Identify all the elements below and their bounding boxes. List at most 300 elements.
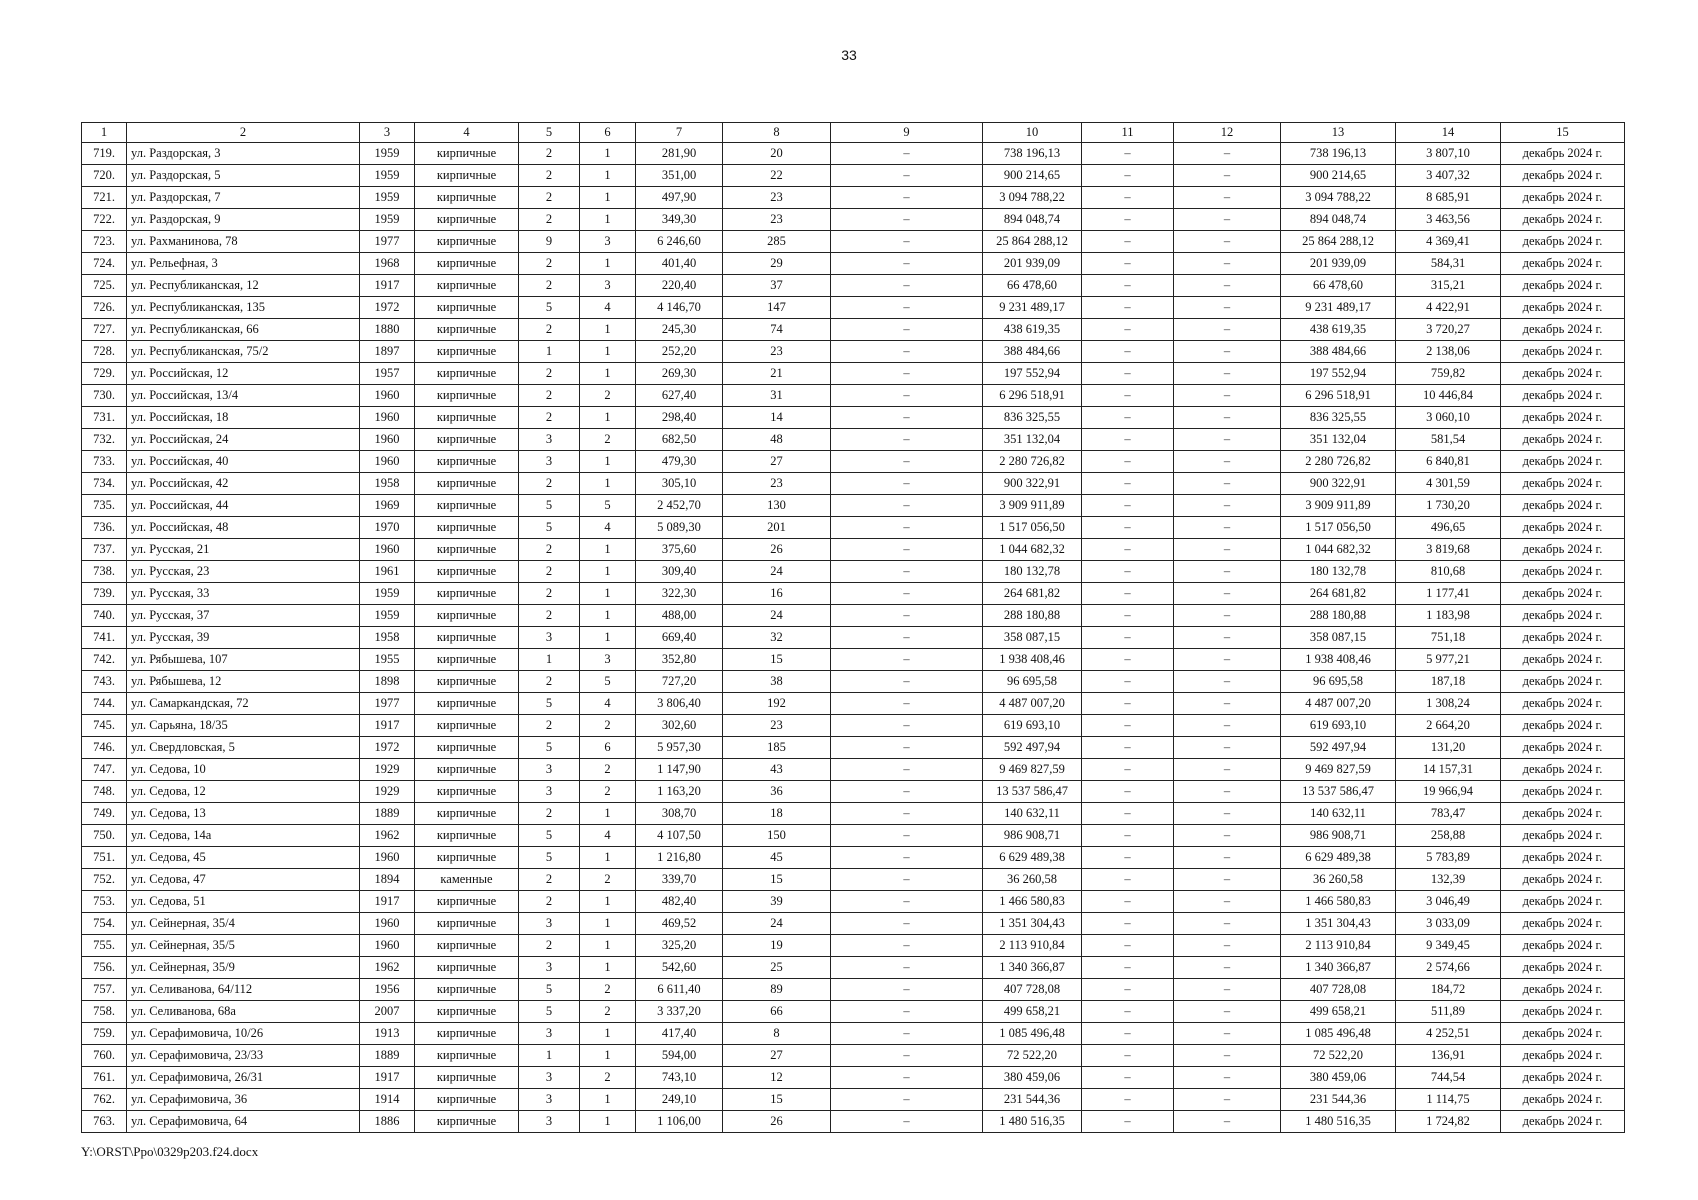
cell-floors: 5 (519, 297, 580, 319)
cell-total-cost: 1 044 682,32 (1281, 539, 1396, 561)
cell-address: ул. Рябышева, 107 (127, 649, 360, 671)
cell-address: ул. Российская, 40 (127, 451, 360, 473)
cell-wall-material: кирпичные (415, 913, 519, 935)
cell-row-number: 729. (82, 363, 127, 385)
cell-row-number: 759. (82, 1023, 127, 1045)
cell-entrances: 2 (580, 869, 636, 891)
cell-floors: 2 (519, 561, 580, 583)
cell-cost-per-unit: 2 138,06 (1396, 341, 1501, 363)
cell-address: ул. Седова, 51 (127, 891, 360, 913)
cell-row-number: 761. (82, 1067, 127, 1089)
cell-address: ул. Республиканская, 12 (127, 275, 360, 297)
table-row (82, 671, 1625, 693)
cell-floors: 5 (519, 517, 580, 539)
table-row (82, 627, 1625, 649)
cell-entrances: 2 (580, 385, 636, 407)
cell-entrances: 3 (580, 649, 636, 671)
cell-col-9: – (831, 957, 983, 979)
cell-deadline: декабрь 2024 г. (1501, 1089, 1625, 1111)
cell-cost: 3 909 911,89 (983, 495, 1082, 517)
cell-residents: 89 (723, 979, 831, 1001)
cell-col-9: – (831, 451, 983, 473)
cell-total-cost: 1 517 056,50 (1281, 517, 1396, 539)
cell-total-cost: 351 132,04 (1281, 429, 1396, 451)
cell-entrances: 1 (580, 341, 636, 363)
cell-residents: 36 (723, 781, 831, 803)
cell-total-cost: 3 094 788,22 (1281, 187, 1396, 209)
cell-total-cost: 96 695,58 (1281, 671, 1396, 693)
cell-cost: 592 497,94 (983, 737, 1082, 759)
cell-cost: 407 728,08 (983, 979, 1082, 1001)
cell-col-9: – (831, 781, 983, 803)
cell-col-9: – (831, 407, 983, 429)
column-header: 8 (723, 123, 831, 143)
cell-year-built: 1897 (360, 341, 415, 363)
cell-address: ул. Сарьяна, 18/35 (127, 715, 360, 737)
cell-deadline: декабрь 2024 г. (1501, 231, 1625, 253)
cell-cost: 2 280 726,82 (983, 451, 1082, 473)
cell-address: ул. Сейнерная, 35/4 (127, 913, 360, 935)
cell-year-built: 1968 (360, 253, 415, 275)
cell-wall-material: кирпичные (415, 407, 519, 429)
cell-col-11: – (1082, 1067, 1174, 1089)
column-header: 2 (127, 123, 360, 143)
cell-wall-material: кирпичные (415, 1001, 519, 1023)
cell-cost: 894 048,74 (983, 209, 1082, 231)
cell-row-number: 744. (82, 693, 127, 715)
cell-floors: 3 (519, 627, 580, 649)
cell-col-11: – (1082, 693, 1174, 715)
cell-residents: 25 (723, 957, 831, 979)
cell-address: ул. Серафимовича, 36 (127, 1089, 360, 1111)
cell-col-9: – (831, 627, 983, 649)
header-row (82, 123, 1625, 143)
cell-year-built: 1898 (360, 671, 415, 693)
cell-address: ул. Седова, 45 (127, 847, 360, 869)
cell-deadline: декабрь 2024 г. (1501, 561, 1625, 583)
cell-col-12: – (1174, 363, 1281, 385)
cell-row-number: 763. (82, 1111, 127, 1133)
cell-col-11: – (1082, 451, 1174, 473)
cell-entrances: 4 (580, 297, 636, 319)
cell-residents: 23 (723, 341, 831, 363)
cell-residents: 66 (723, 1001, 831, 1023)
cell-cost: 288 180,88 (983, 605, 1082, 627)
cell-row-number: 727. (82, 319, 127, 341)
cell-entrances: 1 (580, 1023, 636, 1045)
cell-deadline: декабрь 2024 г. (1501, 913, 1625, 935)
cell-row-number: 719. (82, 143, 127, 165)
cell-residents: 15 (723, 869, 831, 891)
cell-col-11: – (1082, 891, 1174, 913)
cell-year-built: 1959 (360, 165, 415, 187)
cell-col-11: – (1082, 517, 1174, 539)
cell-residents: 23 (723, 473, 831, 495)
cell-area: 245,30 (636, 319, 723, 341)
cell-col-11: – (1082, 341, 1174, 363)
cell-year-built: 1959 (360, 143, 415, 165)
cell-entrances: 5 (580, 495, 636, 517)
cell-residents: 147 (723, 297, 831, 319)
cell-cost: 499 658,21 (983, 1001, 1082, 1023)
footer-file-path: Y:\ORST\Ppo\0329p203.f24.docx (81, 1144, 259, 1159)
cell-floors: 2 (519, 715, 580, 737)
cell-deadline: декабрь 2024 г. (1501, 1001, 1625, 1023)
cell-col-9: – (831, 759, 983, 781)
cell-cost: 264 681,82 (983, 583, 1082, 605)
cell-cost-per-unit: 5 783,89 (1396, 847, 1501, 869)
cell-floors: 2 (519, 539, 580, 561)
table-row (82, 341, 1625, 363)
cell-col-12: – (1174, 209, 1281, 231)
cell-wall-material: кирпичные (415, 891, 519, 913)
cell-col-12: – (1174, 1045, 1281, 1067)
cell-col-11: – (1082, 649, 1174, 671)
cell-cost-per-unit: 131,20 (1396, 737, 1501, 759)
cell-year-built: 1960 (360, 385, 415, 407)
cell-col-11: – (1082, 473, 1174, 495)
cell-residents: 45 (723, 847, 831, 869)
cell-entrances: 1 (580, 561, 636, 583)
cell-cost-per-unit: 1 308,24 (1396, 693, 1501, 715)
cell-cost: 351 132,04 (983, 429, 1082, 451)
cell-address: ул. Республиканская, 75/2 (127, 341, 360, 363)
cell-area: 349,30 (636, 209, 723, 231)
cell-residents: 130 (723, 495, 831, 517)
cell-col-12: – (1174, 869, 1281, 891)
cell-deadline: декабрь 2024 г. (1501, 847, 1625, 869)
cell-floors: 2 (519, 407, 580, 429)
cell-cost-per-unit: 3 046,49 (1396, 891, 1501, 913)
cell-total-cost: 3 909 911,89 (1281, 495, 1396, 517)
cell-deadline: декабрь 2024 г. (1501, 495, 1625, 517)
cell-floors: 2 (519, 275, 580, 297)
table-row (82, 451, 1625, 473)
cell-col-11: – (1082, 737, 1174, 759)
cell-area: 1 106,00 (636, 1111, 723, 1133)
cell-year-built: 1894 (360, 869, 415, 891)
cell-floors: 2 (519, 253, 580, 275)
cell-year-built: 1970 (360, 517, 415, 539)
cell-entrances: 1 (580, 847, 636, 869)
cell-year-built: 1959 (360, 187, 415, 209)
cell-year-built: 1886 (360, 1111, 415, 1133)
cell-wall-material: кирпичные (415, 759, 519, 781)
cell-cost-per-unit: 496,65 (1396, 517, 1501, 539)
cell-year-built: 1917 (360, 1067, 415, 1089)
cell-cost: 1 340 366,87 (983, 957, 1082, 979)
cell-floors: 5 (519, 737, 580, 759)
cell-year-built: 1960 (360, 935, 415, 957)
cell-col-9: – (831, 385, 983, 407)
cell-year-built: 1972 (360, 737, 415, 759)
cell-entrances: 1 (580, 165, 636, 187)
cell-row-number: 747. (82, 759, 127, 781)
cell-col-12: – (1174, 143, 1281, 165)
cell-deadline: декабрь 2024 г. (1501, 275, 1625, 297)
cell-floors: 5 (519, 825, 580, 847)
cell-floors: 2 (519, 671, 580, 693)
cell-residents: 8 (723, 1023, 831, 1045)
cell-total-cost: 25 864 288,12 (1281, 231, 1396, 253)
table-row (82, 165, 1625, 187)
cell-col-12: – (1174, 385, 1281, 407)
cell-area: 308,70 (636, 803, 723, 825)
cell-area: 4 146,70 (636, 297, 723, 319)
cell-year-built: 1969 (360, 495, 415, 517)
cell-year-built: 1960 (360, 451, 415, 473)
table-row (82, 143, 1625, 165)
cell-area: 488,00 (636, 605, 723, 627)
table-row (82, 913, 1625, 935)
cell-area: 1 163,20 (636, 781, 723, 803)
cell-residents: 32 (723, 627, 831, 649)
cell-wall-material: кирпичные (415, 297, 519, 319)
cell-cost: 9 469 827,59 (983, 759, 1082, 781)
table-row (82, 209, 1625, 231)
cell-total-cost: 738 196,13 (1281, 143, 1396, 165)
cell-col-9: – (831, 561, 983, 583)
cell-entrances: 2 (580, 979, 636, 1001)
cell-cost: 1 085 496,48 (983, 1023, 1082, 1045)
cell-entrances: 3 (580, 275, 636, 297)
cell-col-12: – (1174, 1111, 1281, 1133)
cell-cost: 4 487 007,20 (983, 693, 1082, 715)
cell-col-12: – (1174, 583, 1281, 605)
cell-col-12: – (1174, 759, 1281, 781)
cell-area: 325,20 (636, 935, 723, 957)
cell-year-built: 1917 (360, 715, 415, 737)
cell-entrances: 1 (580, 407, 636, 429)
cell-deadline: декабрь 2024 г. (1501, 605, 1625, 627)
cell-floors: 2 (519, 385, 580, 407)
page-number: 33 (841, 47, 857, 63)
column-header: 3 (360, 123, 415, 143)
cell-residents: 21 (723, 363, 831, 385)
cell-area: 482,40 (636, 891, 723, 913)
cell-total-cost: 9 231 489,17 (1281, 297, 1396, 319)
cell-col-12: – (1174, 429, 1281, 451)
cell-floors: 2 (519, 891, 580, 913)
cell-col-11: – (1082, 759, 1174, 781)
cell-cost: 197 552,94 (983, 363, 1082, 385)
cell-col-11: – (1082, 253, 1174, 275)
cell-wall-material: кирпичные (415, 165, 519, 187)
cell-row-number: 740. (82, 605, 127, 627)
cell-cost-per-unit: 187,18 (1396, 671, 1501, 693)
cell-residents: 24 (723, 913, 831, 935)
cell-cost-per-unit: 751,18 (1396, 627, 1501, 649)
cell-address: ул. Серафимовича, 64 (127, 1111, 360, 1133)
cell-total-cost: 264 681,82 (1281, 583, 1396, 605)
cell-entrances: 1 (580, 803, 636, 825)
cell-total-cost: 231 544,36 (1281, 1089, 1396, 1111)
cell-entrances: 5 (580, 671, 636, 693)
cell-col-12: – (1174, 561, 1281, 583)
cell-row-number: 757. (82, 979, 127, 1001)
cell-year-built: 1958 (360, 473, 415, 495)
cell-year-built: 1960 (360, 539, 415, 561)
cell-col-12: – (1174, 1067, 1281, 1089)
cell-row-number: 739. (82, 583, 127, 605)
cell-cost-per-unit: 3 407,32 (1396, 165, 1501, 187)
cell-wall-material: кирпичные (415, 1111, 519, 1133)
cell-total-cost: 1 340 366,87 (1281, 957, 1396, 979)
cell-row-number: 743. (82, 671, 127, 693)
cell-entrances: 1 (580, 319, 636, 341)
cell-wall-material: кирпичные (415, 847, 519, 869)
cell-deadline: декабрь 2024 г. (1501, 1067, 1625, 1089)
cell-residents: 39 (723, 891, 831, 913)
table-row (82, 1045, 1625, 1067)
cell-deadline: декабрь 2024 г. (1501, 297, 1625, 319)
table-row (82, 539, 1625, 561)
cell-residents: 74 (723, 319, 831, 341)
cell-cost-per-unit: 19 966,94 (1396, 781, 1501, 803)
cell-total-cost: 9 469 827,59 (1281, 759, 1396, 781)
table-row (82, 253, 1625, 275)
table-row (82, 385, 1625, 407)
cell-year-built: 1960 (360, 407, 415, 429)
cell-total-cost: 499 658,21 (1281, 1001, 1396, 1023)
cell-cost-per-unit: 9 349,45 (1396, 935, 1501, 957)
table-row (82, 715, 1625, 737)
cell-cost-per-unit: 315,21 (1396, 275, 1501, 297)
cell-residents: 185 (723, 737, 831, 759)
cell-address: ул. Седова, 14а (127, 825, 360, 847)
cell-address: ул. Российская, 44 (127, 495, 360, 517)
cell-wall-material: кирпичные (415, 583, 519, 605)
cell-residents: 14 (723, 407, 831, 429)
cell-total-cost: 197 552,94 (1281, 363, 1396, 385)
cell-cost-per-unit: 258,88 (1396, 825, 1501, 847)
cell-address: ул. Раздорская, 3 (127, 143, 360, 165)
cell-total-cost: 380 459,06 (1281, 1067, 1396, 1089)
cell-wall-material: кирпичные (415, 209, 519, 231)
cell-address: ул. Рахманинова, 78 (127, 231, 360, 253)
cell-year-built: 1958 (360, 627, 415, 649)
cell-entrances: 2 (580, 1001, 636, 1023)
cell-deadline: декабрь 2024 г. (1501, 825, 1625, 847)
cell-col-9: – (831, 1045, 983, 1067)
cell-year-built: 1962 (360, 825, 415, 847)
cell-floors: 2 (519, 319, 580, 341)
cell-area: 252,20 (636, 341, 723, 363)
cell-col-12: – (1174, 891, 1281, 913)
cell-wall-material: кирпичные (415, 561, 519, 583)
cell-area: 594,00 (636, 1045, 723, 1067)
cell-wall-material: кирпичные (415, 517, 519, 539)
cell-deadline: декабрь 2024 г. (1501, 209, 1625, 231)
cell-total-cost: 2 280 726,82 (1281, 451, 1396, 473)
cell-floors: 3 (519, 913, 580, 935)
cell-deadline: декабрь 2024 г. (1501, 363, 1625, 385)
cell-area: 352,80 (636, 649, 723, 671)
cell-col-12: – (1174, 825, 1281, 847)
cell-entrances: 2 (580, 1067, 636, 1089)
cell-floors: 2 (519, 935, 580, 957)
cell-floors: 2 (519, 803, 580, 825)
cell-deadline: декабрь 2024 г. (1501, 649, 1625, 671)
cell-address: ул. Селиванова, 68а (127, 1001, 360, 1023)
cell-year-built: 1962 (360, 957, 415, 979)
cell-area: 302,60 (636, 715, 723, 737)
cell-col-11: – (1082, 231, 1174, 253)
cell-floors: 3 (519, 1067, 580, 1089)
cell-floors: 3 (519, 1089, 580, 1111)
cell-floors: 5 (519, 1001, 580, 1023)
cell-row-number: 745. (82, 715, 127, 737)
cell-row-number: 741. (82, 627, 127, 649)
cell-deadline: декабрь 2024 г. (1501, 737, 1625, 759)
cell-col-9: – (831, 825, 983, 847)
cell-wall-material: кирпичные (415, 429, 519, 451)
cell-col-11: – (1082, 297, 1174, 319)
column-header: 14 (1396, 123, 1501, 143)
cell-cost-per-unit: 184,72 (1396, 979, 1501, 1001)
cell-entrances: 2 (580, 429, 636, 451)
cell-entrances: 1 (580, 891, 636, 913)
cell-col-11: – (1082, 1089, 1174, 1111)
cell-area: 3 337,20 (636, 1001, 723, 1023)
cell-area: 3 806,40 (636, 693, 723, 715)
cell-cost: 36 260,58 (983, 869, 1082, 891)
table-row (82, 495, 1625, 517)
cell-deadline: декабрь 2024 г. (1501, 517, 1625, 539)
cell-col-9: – (831, 209, 983, 231)
cell-entrances: 1 (580, 627, 636, 649)
cell-col-11: – (1082, 385, 1174, 407)
table-row (82, 693, 1625, 715)
cell-row-number: 752. (82, 869, 127, 891)
cell-cost: 380 459,06 (983, 1067, 1082, 1089)
cell-total-cost: 1 466 580,83 (1281, 891, 1396, 913)
cell-deadline: декабрь 2024 г. (1501, 473, 1625, 495)
cell-residents: 29 (723, 253, 831, 275)
cell-wall-material: кирпичные (415, 825, 519, 847)
cell-row-number: 762. (82, 1089, 127, 1111)
cell-row-number: 746. (82, 737, 127, 759)
cell-cost: 140 632,11 (983, 803, 1082, 825)
cell-wall-material: кирпичные (415, 253, 519, 275)
cell-area: 669,40 (636, 627, 723, 649)
cell-residents: 26 (723, 1111, 831, 1133)
cell-wall-material: кирпичные (415, 187, 519, 209)
cell-total-cost: 1 938 408,46 (1281, 649, 1396, 671)
cell-year-built: 1972 (360, 297, 415, 319)
cell-residents: 201 (723, 517, 831, 539)
cell-address: ул. Российская, 48 (127, 517, 360, 539)
cell-area: 220,40 (636, 275, 723, 297)
cell-deadline: декабрь 2024 г. (1501, 979, 1625, 1001)
table-row (82, 297, 1625, 319)
cell-entrances: 1 (580, 913, 636, 935)
cell-residents: 23 (723, 187, 831, 209)
cell-col-11: – (1082, 847, 1174, 869)
cell-total-cost: 358 087,15 (1281, 627, 1396, 649)
cell-entrances: 4 (580, 517, 636, 539)
cell-cost-per-unit: 4 369,41 (1396, 231, 1501, 253)
cell-col-11: – (1082, 781, 1174, 803)
cell-cost: 358 087,15 (983, 627, 1082, 649)
cell-total-cost: 1 085 496,48 (1281, 1023, 1396, 1045)
cell-row-number: 735. (82, 495, 127, 517)
cell-cost-per-unit: 584,31 (1396, 253, 1501, 275)
cell-col-11: – (1082, 869, 1174, 891)
cell-col-9: – (831, 913, 983, 935)
cell-col-12: – (1174, 275, 1281, 297)
cell-floors: 5 (519, 693, 580, 715)
